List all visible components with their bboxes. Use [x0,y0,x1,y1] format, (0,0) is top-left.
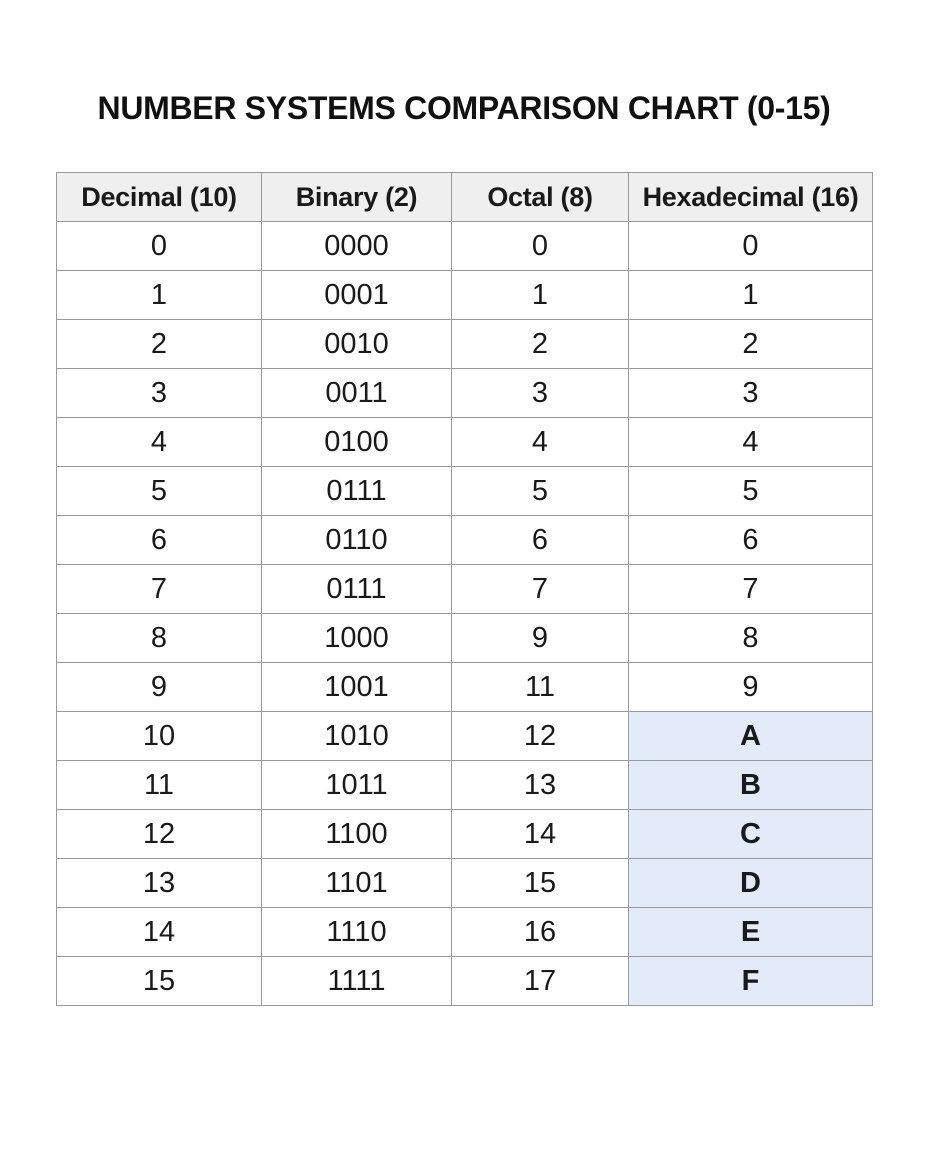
cell-binary: 0010 [262,320,452,369]
cell-hexadecimal: D [629,859,873,908]
cell-hexadecimal: 1 [629,271,873,320]
cell-decimal: 15 [57,957,262,1006]
table-body [57,222,873,1006]
table-row [57,467,873,516]
table-row [57,320,873,369]
cell-octal: 2 [452,320,629,369]
cell-binary: 1000 [262,614,452,663]
cell-binary: 1010 [262,712,452,761]
cell-decimal: 5 [57,467,262,516]
cell-hexadecimal: 0 [629,222,873,271]
cell-hexadecimal: 6 [629,516,873,565]
cell-octal: 1 [452,271,629,320]
cell-binary: 0011 [262,369,452,418]
table-row [57,418,873,467]
cell-hexadecimal: 5 [629,467,873,516]
table-row [57,712,873,761]
cell-octal: 0 [452,222,629,271]
cell-octal: 11 [452,663,629,712]
cell-octal: 14 [452,810,629,859]
table-row [57,663,873,712]
cell-hexadecimal: 4 [629,418,873,467]
cell-hexadecimal: 3 [629,369,873,418]
cell-hexadecimal: F [629,957,873,1006]
cell-decimal: 7 [57,565,262,614]
cell-decimal: 11 [57,761,262,810]
cell-binary: 1100 [262,810,452,859]
table-row [57,859,873,908]
cell-decimal: 4 [57,418,262,467]
cell-hexadecimal: C [629,810,873,859]
cell-binary: 0100 [262,418,452,467]
cell-binary: 1011 [262,761,452,810]
table-row [57,271,873,320]
header-binary: Binary (2) [262,173,452,222]
cell-octal: 4 [452,418,629,467]
number-systems-table [56,172,873,1006]
table-row [57,908,873,957]
cell-hexadecimal: 8 [629,614,873,663]
table-header-row [57,173,873,222]
header-hexadecimal: Hexadecimal (16) [629,173,873,222]
cell-octal: 9 [452,614,629,663]
cell-binary: 1111 [262,957,452,1006]
cell-binary: 1110 [262,908,452,957]
cell-decimal: 12 [57,810,262,859]
cell-decimal: 2 [57,320,262,369]
cell-binary: 1101 [262,859,452,908]
cell-hexadecimal: E [629,908,873,957]
cell-octal: 12 [452,712,629,761]
cell-binary: 0110 [262,516,452,565]
table-row [57,957,873,1006]
cell-binary: 0000 [262,222,452,271]
cell-decimal: 3 [57,369,262,418]
cell-hexadecimal: A [629,712,873,761]
table-row [57,565,873,614]
cell-hexadecimal: 7 [629,565,873,614]
header-decimal: Decimal (10) [57,173,262,222]
table-row [57,614,873,663]
cell-octal: 17 [452,957,629,1006]
cell-hexadecimal: 2 [629,320,873,369]
cell-octal: 7 [452,565,629,614]
cell-decimal: 10 [57,712,262,761]
cell-octal: 6 [452,516,629,565]
cell-octal: 13 [452,761,629,810]
table-row [57,516,873,565]
cell-decimal: 9 [57,663,262,712]
cell-decimal: 6 [57,516,262,565]
cell-octal: 5 [452,467,629,516]
table-row [57,369,873,418]
cell-hexadecimal: 9 [629,663,873,712]
cell-decimal: 14 [57,908,262,957]
cell-decimal: 8 [57,614,262,663]
cell-binary: 0111 [262,565,452,614]
header-octal: Octal (8) [452,173,629,222]
cell-decimal: 13 [57,859,262,908]
cell-binary: 0111 [262,467,452,516]
cell-octal: 16 [452,908,629,957]
page-title: NUMBER SYSTEMS COMPARISON CHART (0-15) [97,90,831,126]
cell-octal: 3 [452,369,629,418]
cell-binary: 1001 [262,663,452,712]
cell-decimal: 1 [57,271,262,320]
table-row [57,222,873,271]
cell-octal: 15 [452,859,629,908]
table-row [57,761,873,810]
cell-decimal: 0 [57,222,262,271]
cell-binary: 0001 [262,271,452,320]
table-row [57,810,873,859]
cell-hexadecimal: B [629,761,873,810]
